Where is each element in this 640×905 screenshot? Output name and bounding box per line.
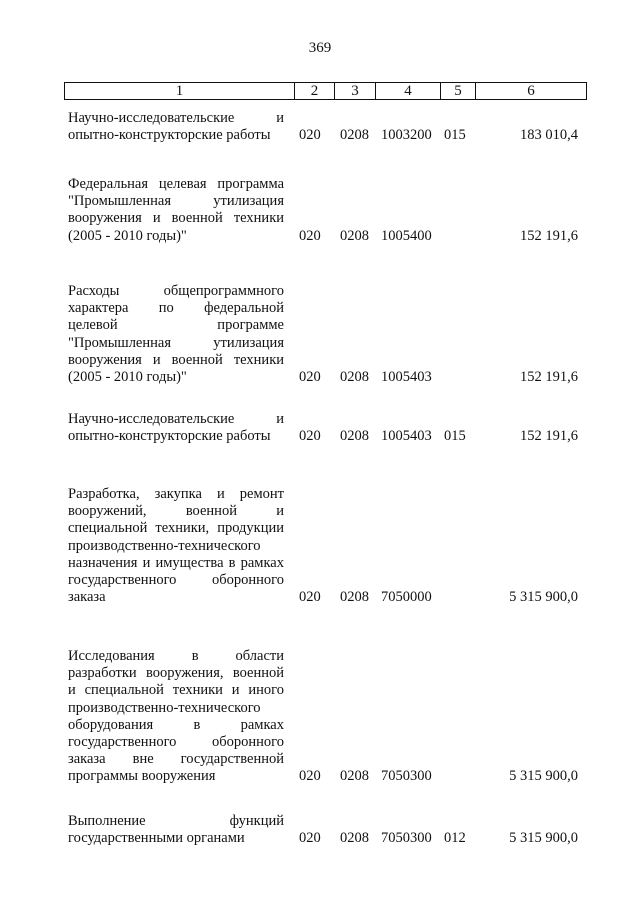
- cell-c4: 7050000: [381, 589, 432, 606]
- cell-c2: 020: [299, 127, 321, 144]
- cell-c5: 012: [444, 830, 466, 847]
- description-line: специальной техники, продукции: [68, 520, 284, 537]
- row-description: [68, 648, 284, 786]
- column-header-3: 3: [334, 82, 375, 100]
- cell-c6: 5 315 900,0: [509, 830, 578, 847]
- description-line: заказа: [68, 589, 106, 606]
- description-line: назначения и имущества в рамках: [68, 554, 284, 571]
- description-line: (2005 - 2010 годы)": [68, 227, 187, 244]
- cell-c6: 152 191,6: [520, 428, 578, 445]
- cell-c5: 015: [444, 428, 466, 445]
- cell-c2: 020: [299, 830, 321, 847]
- row-description: [68, 813, 284, 847]
- description-line: Разработка, закупка и ремонт: [68, 486, 284, 502]
- description-line: целевой программе: [68, 317, 284, 334]
- cell-c6: 183 010,4: [520, 127, 578, 144]
- description-line: (2005 - 2010 годы)": [68, 369, 187, 386]
- cell-c4: 1005400: [381, 227, 432, 244]
- description-line: вооружений, военной и: [68, 503, 284, 520]
- description-line: программы вооружения: [68, 768, 216, 785]
- cell-c3: 0208: [340, 589, 369, 606]
- row-description: [68, 176, 284, 245]
- cell-c6: 5 315 900,0: [509, 589, 578, 606]
- row-description: [68, 110, 284, 144]
- description-line: опытно-конструкторские работы: [68, 428, 271, 445]
- description-line: производственно-технического: [68, 537, 261, 554]
- description-line: производственно-технического: [68, 699, 261, 716]
- description-line: Федеральная целевая программа: [68, 176, 284, 192]
- cell-c4: 7050300: [381, 768, 432, 785]
- cell-c2: 020: [299, 428, 321, 445]
- cell-c5: 015: [444, 127, 466, 144]
- cell-c6: 152 191,6: [520, 227, 578, 244]
- cell-c3: 0208: [340, 369, 369, 385]
- description-line: характера по федеральной: [68, 300, 284, 317]
- description-line: Выполнение функций: [68, 813, 284, 829]
- row-description: [68, 486, 284, 606]
- description-line: разработки вооружения, военной: [68, 665, 284, 682]
- cell-c4: 1003200: [381, 127, 432, 144]
- description-line: и специальной техники и иного: [68, 682, 284, 699]
- description-line: оборудования в рамках: [68, 716, 284, 733]
- cell-c3: 0208: [340, 127, 369, 144]
- description-line: Расходы общепрограммного: [68, 283, 284, 299]
- cell-c3: 0208: [340, 768, 369, 785]
- cell-c4: 1005403: [381, 369, 432, 385]
- cell-c3: 0208: [340, 227, 369, 244]
- cell-c2: 020: [299, 227, 321, 244]
- description-line: Научно-исследовательские и: [68, 411, 284, 427]
- description-line: "Промышленная утилизация: [68, 334, 284, 351]
- column-header-2: 2: [294, 82, 334, 100]
- description-line: опытно-конструкторские работы: [68, 127, 271, 144]
- cell-c4: 7050300: [381, 830, 432, 847]
- column-header-4: 4: [375, 82, 440, 100]
- cell-c2: 020: [299, 369, 321, 385]
- row-description: [68, 411, 284, 445]
- column-header-5: 5: [440, 82, 475, 100]
- description-line: вооружения и военной техники: [68, 351, 284, 368]
- cell-c6: 152 191,6: [520, 369, 578, 385]
- description-line: государственными органами: [68, 830, 245, 847]
- description-line: государственного оборонного: [68, 734, 284, 751]
- description-line: государственного оборонного: [68, 572, 284, 589]
- description-line: заказа вне государственной: [68, 751, 284, 768]
- row-description: [68, 283, 284, 386]
- page-number: 369: [308, 40, 332, 56]
- description-line: "Промышленная утилизация: [68, 193, 284, 210]
- cell-c6: 5 315 900,0: [509, 768, 578, 785]
- cell-c4: 1005403: [381, 428, 432, 445]
- description-line: Научно-исследовательские и: [68, 110, 284, 126]
- cell-c2: 020: [299, 768, 321, 785]
- cell-c3: 0208: [340, 830, 369, 847]
- column-header-1: 1: [64, 82, 294, 100]
- description-line: Исследования в области: [68, 648, 284, 664]
- description-line: вооружения и военной техники: [68, 210, 284, 227]
- cell-c3: 0208: [340, 428, 369, 445]
- cell-c2: 020: [299, 589, 321, 606]
- column-header-6: 6: [475, 82, 587, 100]
